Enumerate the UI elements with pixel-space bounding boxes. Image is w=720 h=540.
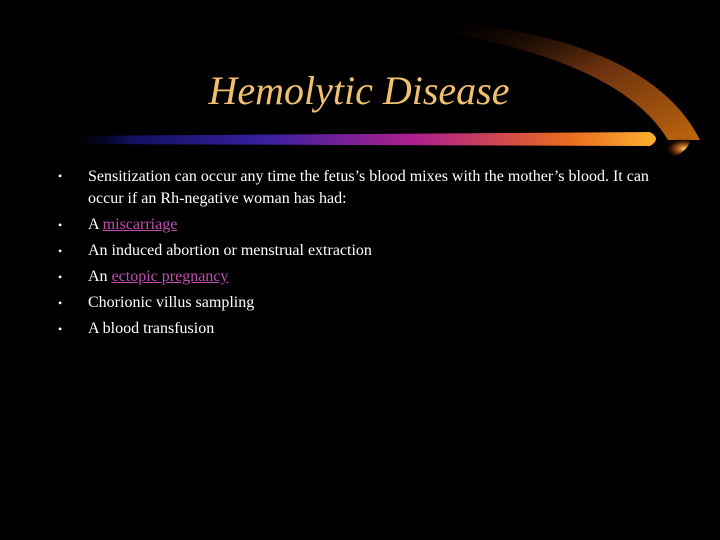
ectopic-pregnancy-link[interactable]: ectopic pregnancy [111,268,229,285]
bullet-text: A blood transfusion [88,320,215,337]
bullet-text: Chorionic villus sampling [88,294,255,311]
slide-title: Hemolytic Disease [208,68,510,113]
bullet-item-miscarriage [58,212,658,238]
bullet-dot-icon: • [58,244,63,258]
bullet-dot-icon: • [58,218,63,232]
miscarriage-link[interactable]: miscarriage [102,216,178,233]
bullet-text-prefix: A [88,216,103,233]
bullet-dot-icon: • [58,270,63,284]
bullet-item-sensitization [58,164,658,212]
bullet-item-induced-abortion [58,238,658,264]
bullet-dot-icon: • [58,169,63,183]
bullet-item-chorionic-villus [58,290,658,316]
bullet-text: Sensitization can occur any time the fetus’s blood mixes with the mother’s blood. It can occur if an Rh-negative woman has had: [88,168,649,207]
bullet-dot-icon: • [58,322,63,336]
bullet-text: An induced abortion or menstrual extraction [88,242,372,259]
bullet-list [58,164,658,342]
bullet-text-prefix: An [88,268,112,285]
bullet-dot-icon: • [58,296,63,310]
bullet-item-ectopic-pregnancy [58,264,658,290]
bullet-item-blood-transfusion [58,316,658,342]
